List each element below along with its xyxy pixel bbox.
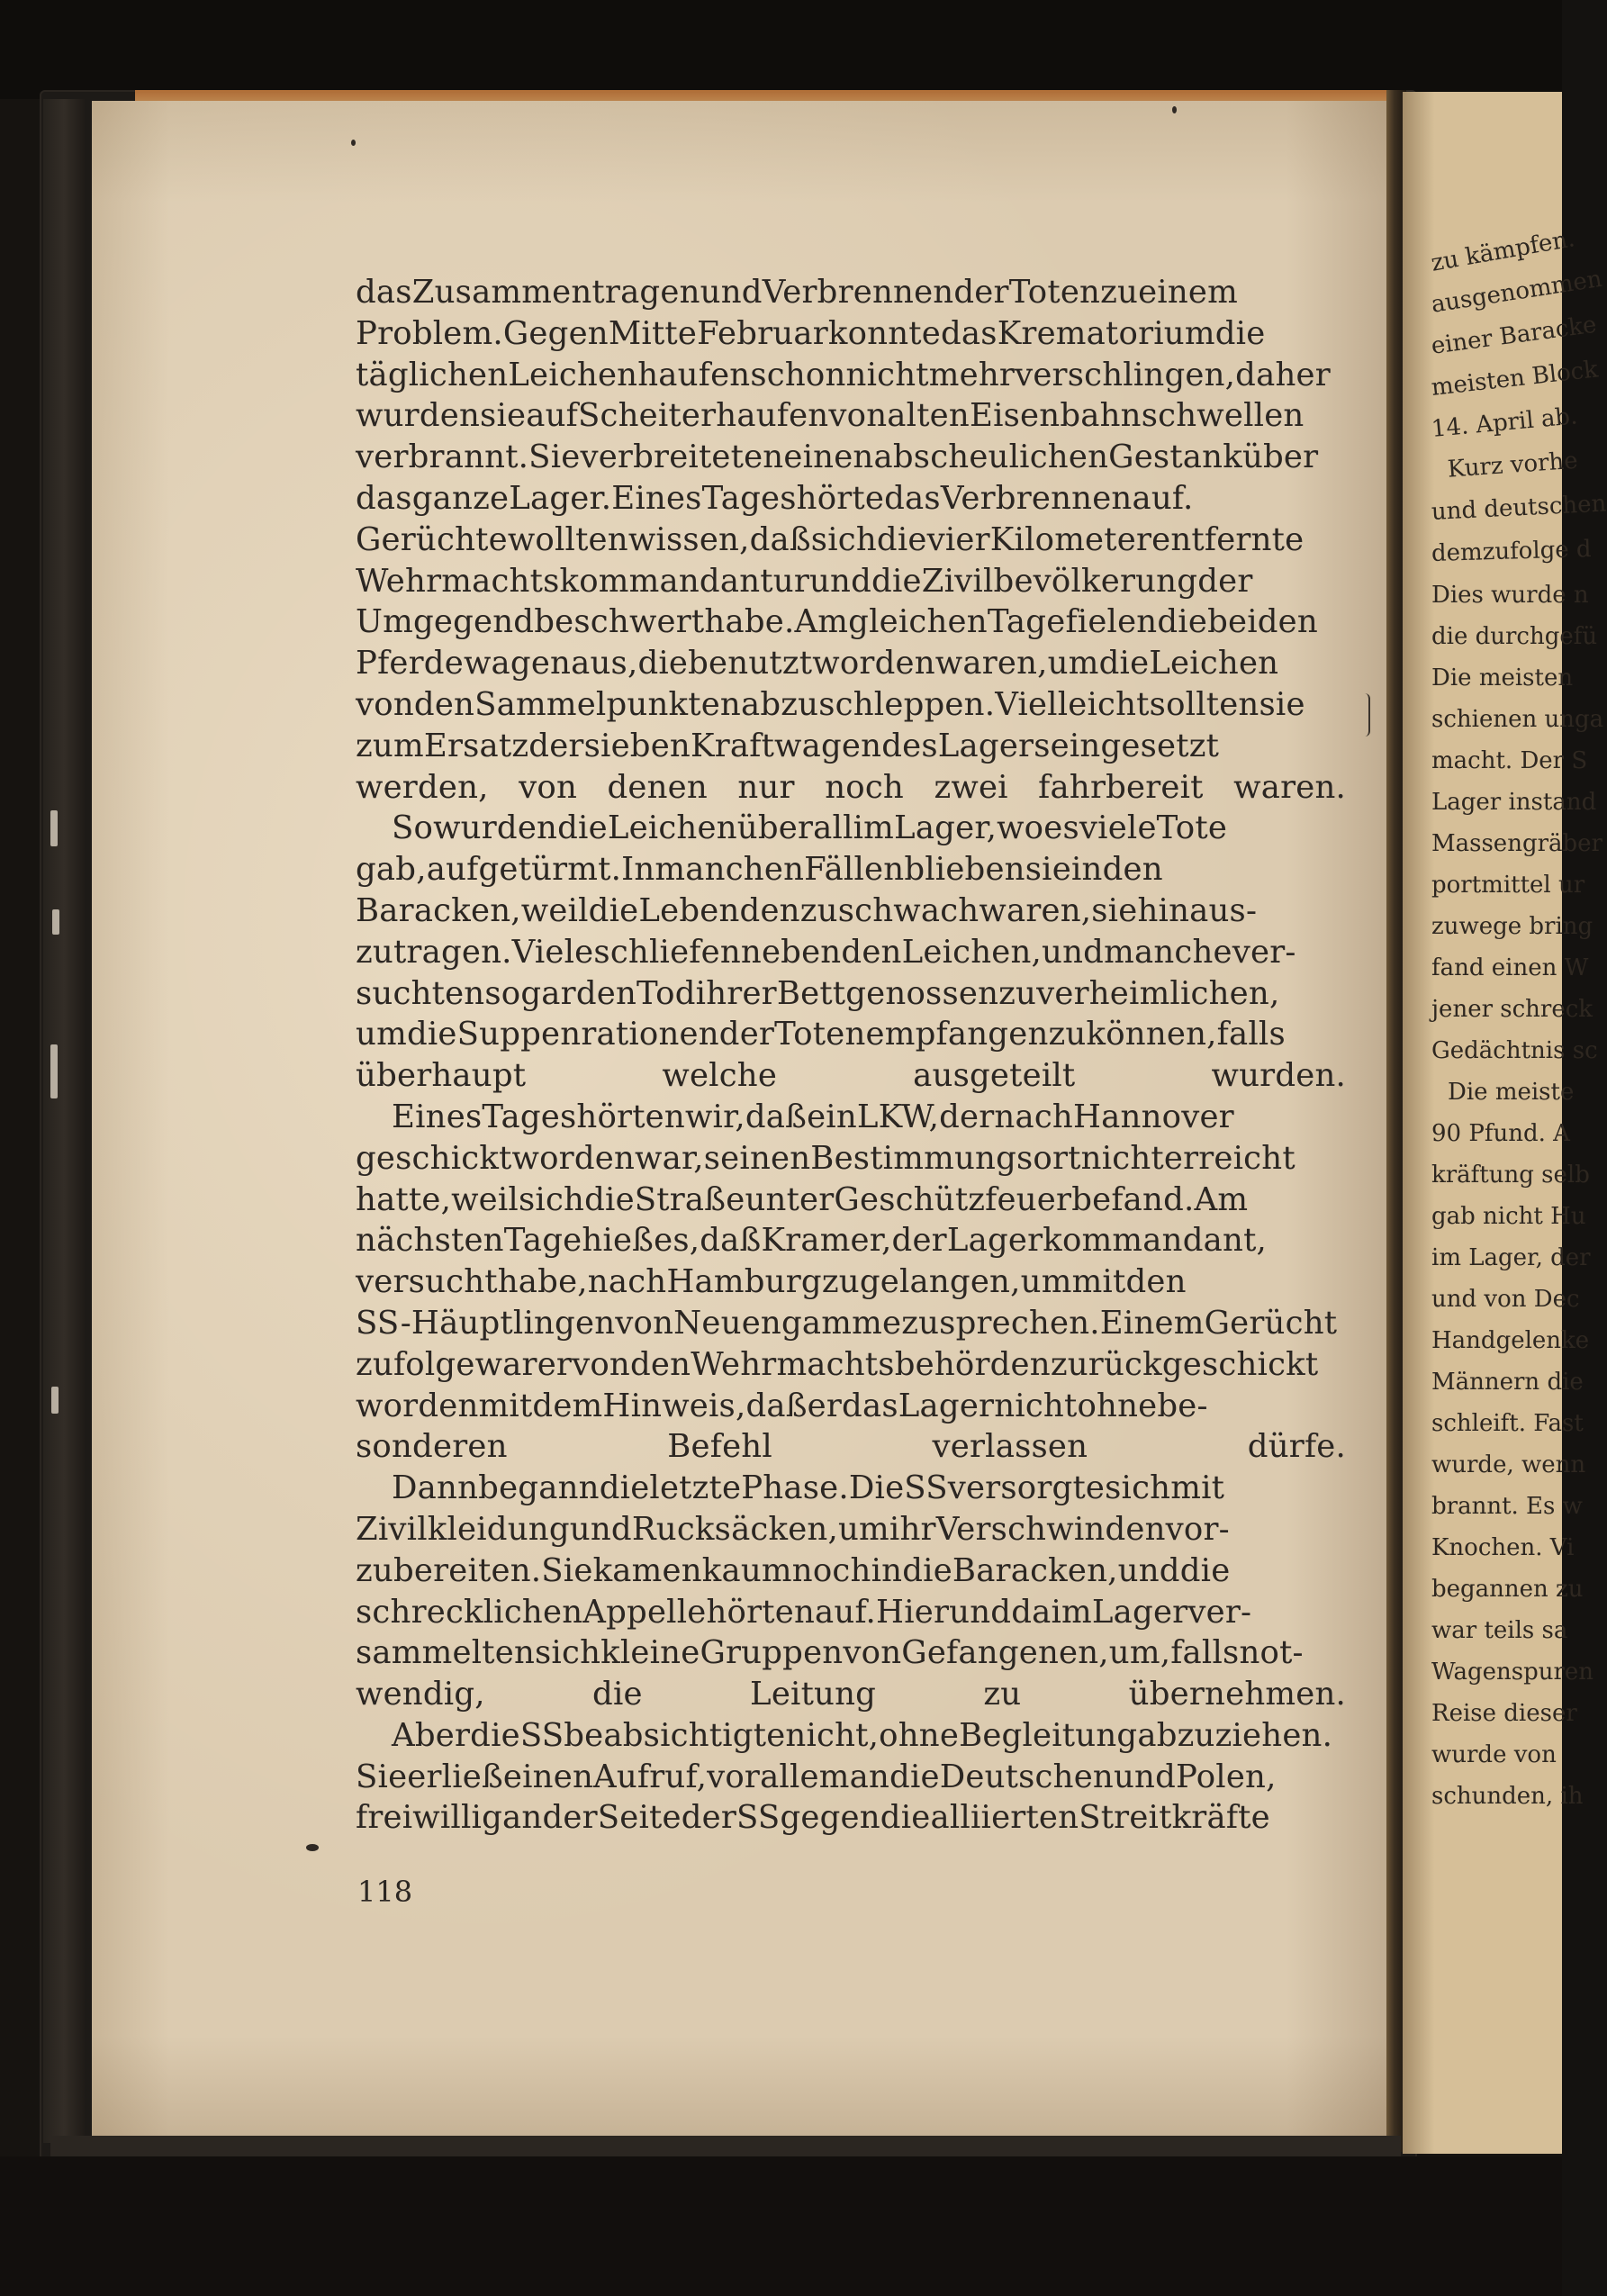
text-line: macht. Der S [1431,747,1588,774]
text-line: und von Dec [1431,1286,1580,1313]
text-line: DannbeganndieletztePhase.DieSSversorgtesichmit [392,1469,1225,1507]
text-line: fand einen W [1431,954,1589,981]
text-line: begannen zu [1431,1576,1584,1603]
text-line: AberdieSSbeabsichtigtenicht,ohneBegleitungabzuziehen. [392,1716,1333,1754]
text-line: einer Baracke [1430,311,1599,360]
text-line: 90 Pfund. A [1431,1120,1570,1147]
text-line: zufolgewarervondenWehrmachtsbehördenzurückgeschickt [356,1345,1319,1383]
cover-wear-mark [50,810,58,846]
text-line: verbrannt.SieverbreiteteneinenabscheulichenGestanküber [356,438,1319,476]
text-line: Kurz vorhe [1446,447,1579,484]
left-page-body-text [356,272,1346,1839]
text-line: umdieSuppenrationenderTotenempfangenzukönnen,falls [356,1016,1286,1053]
text-line: nächstenTagehießes,daßKramer,derLagerkommandant, [356,1222,1268,1260]
text-line: dasganzeLager.EinesTageshörtedasVerbrennenauf. [356,479,1194,517]
page-number: 118 [357,1875,413,1909]
text-line: SowurdendieLeichenüberallimLager,woesvieleTote [392,809,1228,847]
text-line: gab,aufgetürmt.InmanchenFällenbliebensieinden [356,851,1163,889]
text-line: wurde, wenn [1431,1451,1586,1478]
page-speck [306,1844,319,1851]
text-line: Die meiste [1448,1079,1575,1106]
text-line: SieerließeinenAufruf,vorallemandieDeutschenundPolen, [356,1758,1277,1795]
text-line: demzufolge d [1431,536,1593,567]
text-line: Massengräber [1431,830,1602,857]
text-line: täglichenLeichenhaufenschonnichtmehrverschlingen,daher [356,356,1331,393]
text-line: jener schreck [1431,996,1593,1023]
cover-wear-mark [52,909,59,935]
text-line: Handgelenke [1431,1327,1590,1354]
text-line: im Lager, der [1431,1244,1591,1271]
text-line: sammeltensichkleineGruppenvonGefangenen,um,fallsnot- [356,1634,1304,1672]
text-line: wurdensieaufScheiterhaufenvonaltenEisenbahnschwellen [356,397,1305,435]
text-line: zubereiten.SiekamenkaumnochindieBaracken,unddie [356,1551,1231,1589]
margin-pencil-mark [1365,693,1370,737]
text-line: Umgegendbeschwerthabe.AmgleichenTagefielendiebeiden [356,603,1318,641]
text-line: Pferdewagenaus,diebenutztwordenwaren,umdieLeichen [356,645,1279,682]
text-line: wordenmitdemHinweis,daßerdasLagernichtohnebe- [356,1387,1208,1424]
text-line: suchtensogardenTodihrerBettgenossenzuverheimlichen, [356,974,1280,1012]
text-line: schrecklichenAppellehörtenauf.HierunddaimLagerver- [356,1593,1252,1631]
text-line: schienen unga [1431,706,1604,733]
text-line: ZivilkleidungundRucksäcken,umihrVerschwindenvor- [356,1510,1230,1548]
text-line: zuwege bring [1431,913,1593,940]
text-line: dasZusammentragenundVerbrennenderTotenzueinem [356,274,1238,311]
text-line: sonderen Befehl verlassen dürfe. [356,1428,1346,1466]
background-shadow-bottom [0,2156,1562,2296]
background-shadow-top [0,0,1562,99]
text-line: EinesTageshörtenwir,daßeinLKW,dernachHannover [392,1098,1234,1135]
text-line: Baracken,weildieLebendenzuschwachwaren,siehinaus- [356,891,1258,929]
text-line: wurde von [1431,1741,1557,1768]
text-line: Gerüchtewolltenwissen,daßsichdievierKilometerentfernte [356,520,1305,558]
text-line: brannt. Es w [1431,1493,1583,1520]
text-line: war teils sa [1431,1617,1568,1644]
text-line: portmittel ur [1431,872,1585,899]
text-line: Männern die [1431,1369,1584,1396]
text-line: wendig, die Leitung zu übernehmen. [356,1676,1346,1713]
text-line: Knochen. Vi [1431,1534,1575,1561]
text-line: die durchgefü [1431,623,1598,650]
right-page-partial-text [1429,225,1607,1817]
text-line: zumErsatzdersiebenKraftwagendesLagerseingesetzt [356,727,1220,764]
text-line: hatte,weilsichdieStraßeunterGeschützfeuerbefand.Am [356,1180,1249,1218]
text-line: Gedächtnis sc [1431,1037,1598,1064]
text-line: Die meisten [1431,664,1574,692]
text-line: schleift. Fast [1431,1410,1584,1437]
text-line: meisten Block [1430,356,1600,402]
page-speck [351,140,356,146]
text-line: 14. April ab. [1430,402,1579,443]
text-line: gab nicht Hu [1431,1203,1586,1230]
cover-spine-edge [43,99,85,2143]
text-line: zu kämpfen. [1429,225,1577,277]
cover-wear-mark [51,1387,59,1414]
text-line: Reise dieser [1431,1700,1577,1727]
text-line: schunden, ih [1431,1783,1584,1810]
text-line: kräftung selb [1431,1162,1590,1189]
text-line: WehrmachtskommandanturunddieZivilbevölkerungder [356,562,1253,600]
cover-wear-mark [50,1044,58,1098]
text-line: ausgenommen [1429,265,1604,319]
text-line: geschicktwordenwar,seinenBestimmungsortnichterreicht [356,1139,1296,1177]
text-line: vondenSammelpunktenabzuschleppen.Vielleichtsolltensie [356,685,1305,723]
page-speck [1172,106,1177,113]
text-line: Wagenspuren [1431,1659,1594,1686]
text-line: Problem.GegenMitteFebruarkonntedasKrematoriumdie [356,314,1266,352]
text-line: zutragen.VieleschliefennebendenLeichen,undmanchever- [356,933,1296,971]
text-line: werden, von denen nur noch zwei fahrbereit waren. [356,768,1346,806]
text-line: freiwilliganderSeitederSSgegendiealliiertenStreitkräfte [356,1799,1270,1837]
text-line: versuchthabe,nachHamburgzugelangen,ummitden [356,1263,1187,1301]
text-line: Lager instand [1431,789,1597,816]
text-line: SS-HäuptlingenvonNeuengammezusprechen.EinemGerücht [356,1304,1338,1342]
text-line: und deutschen [1431,490,1607,526]
text-line: überhaupt welche ausgeteilt wurden. [356,1057,1346,1095]
text-line: Dies wurde n [1431,582,1589,609]
